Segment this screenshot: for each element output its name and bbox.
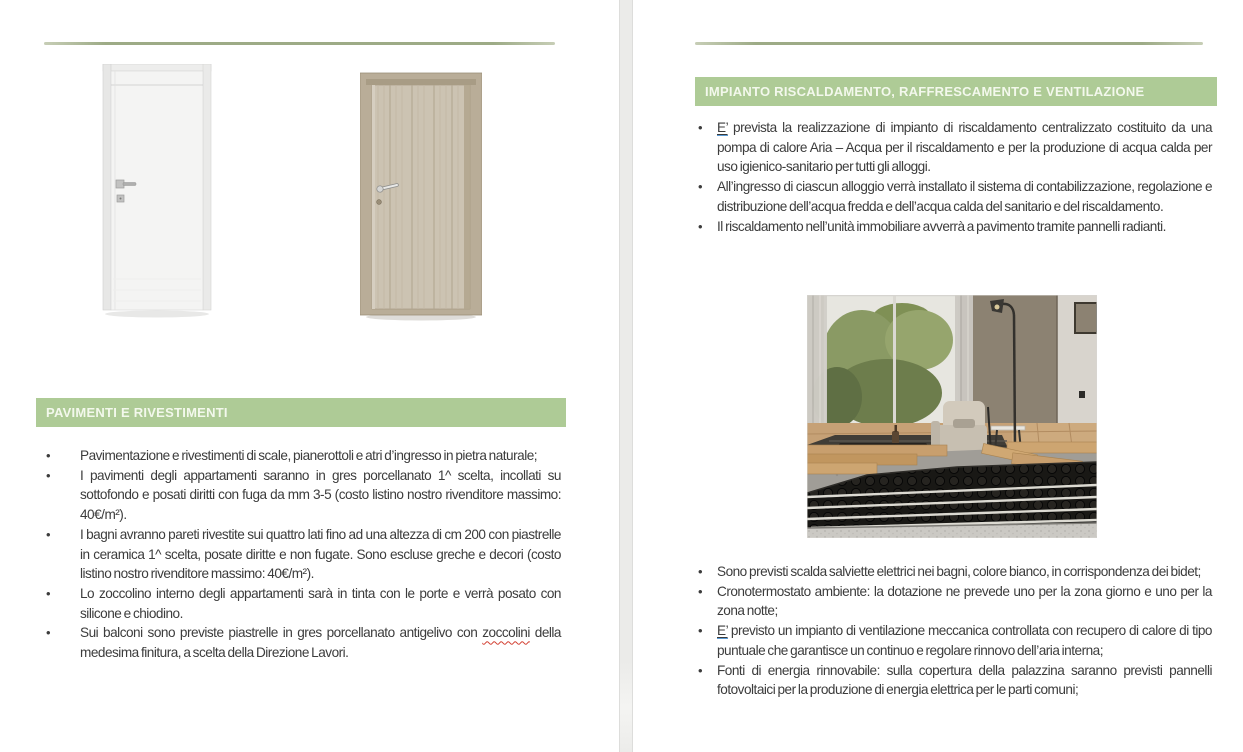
bullet-text: Cronotermostato ambiente: la dotazione ne prevede uno per la zona giorno e uno per la zona notte; (717, 583, 1212, 619)
bullet-text: Lo zoccolino interno degli appartamenti sarà in tinta con le porte e verrà posato con silicone e chiodino. (80, 585, 561, 621)
bullet-marked-text: zoccolini (482, 625, 530, 641)
bullet-item (697, 177, 1212, 216)
white-door-photo (101, 64, 213, 318)
section-title: IMPIANTO RISCALDAMENTO, RAFFRESCAMENTO E VENTILAZIONE (705, 84, 1145, 99)
bullet-text: Sono previsti scalda salviette elettrici nei bagni, colore bianco, in corrispondenza dei bidet; (717, 564, 1201, 579)
bullet-item (45, 466, 561, 525)
bullet-item (45, 623, 561, 662)
section-header-pavimenti (36, 398, 566, 427)
bullet-text: Il riscaldamento nell’unità immobiliare avverrà a pavimento tramite pannelli radianti. (717, 218, 1166, 234)
bullet-text: All’ingresso di ciascun alloggio verrà installato il sistema di contabilizzazione, regolazione e distribuzione dell’acqua fredda e dell’acqua calda del sanitario e del riscaldamento. (717, 179, 1212, 214)
top-rule-left (44, 42, 555, 45)
bullet-item (45, 584, 561, 623)
bullet-text: previsto un impianto di ventilazione meccanica controllata con recupero di calore di tipo puntuale che garantisce un continuo e regolare rinnovo dell’aria interna; (717, 623, 1212, 658)
bullet-text: I bagni avranno pareti rivestite sui quattro lati fino ad una altezza di cm 200 con piastrelle in ceramica 1^ scelta, posate diritte e non fugate. Sono escluse greche e decori (costo listino nostro rivenditore massimo: 40€/m²). (80, 526, 561, 582)
bullet-text: Sui balconi sono previste piastrelle in gres porcellanato antigelivo con (80, 625, 483, 641)
section-title: PAVIMENTI E RIVESTIMENTI (46, 405, 228, 420)
underfloor-heating-photo (807, 295, 1097, 538)
bullet-list-impianto-bottom (697, 562, 1212, 700)
bullet-text: della medesima finitura, a scelta della Direzione Lavori. (80, 625, 561, 661)
window (812, 295, 959, 429)
bullet-item (697, 661, 1212, 700)
bullet-list-pavimenti (45, 446, 561, 663)
page-gap-divider (619, 0, 633, 752)
bullet-text: Fonti di energia rinnovabile: sulla copertura della palazzina saranno previsti pannelli fotovoltaici per la produzione di energia elettrica per le parti comuni; (717, 662, 1212, 698)
beige-door-photo (360, 71, 482, 321)
bullet-item (697, 118, 1212, 177)
bullet-marked-text: E’ (717, 623, 728, 639)
picture-frame (1075, 303, 1097, 333)
document-page-left (0, 0, 619, 752)
top-rule-right (695, 42, 1203, 45)
bullet-item (697, 582, 1212, 621)
bullet-text: prevista la realizzazione di impianto di riscaldamento centralizzato costituito da una pompa di calore Aria – Acqua per il riscaldamento e per la produzione di acqua calda per uso igienico-sanitario per tutti gli alloggi. (717, 120, 1212, 175)
document-page-right (633, 0, 1243, 752)
section-header-impianto (695, 77, 1217, 106)
bullet-item (45, 446, 561, 466)
bullet-text: I pavimenti degli appartamenti saranno in gres porcellanato 1^ scelta, incollati su sottofondo e posati diritti con fuga da mm 3-5 (costo listino nostro rivenditore massimo: 40€/m²). (80, 467, 561, 523)
wall-switch (1079, 391, 1085, 398)
bullet-item (45, 525, 561, 584)
bullet-marked-text: E’ (717, 120, 728, 135)
bullet-item (697, 562, 1212, 582)
bullet-text: Pavimentazione e rivestimenti di scale, pianerottoli e atri d’ingresso in pietra naturale; (80, 448, 538, 463)
bullet-list-impianto-top (697, 118, 1212, 236)
bullet-item (697, 621, 1212, 660)
bullet-item (697, 217, 1212, 237)
